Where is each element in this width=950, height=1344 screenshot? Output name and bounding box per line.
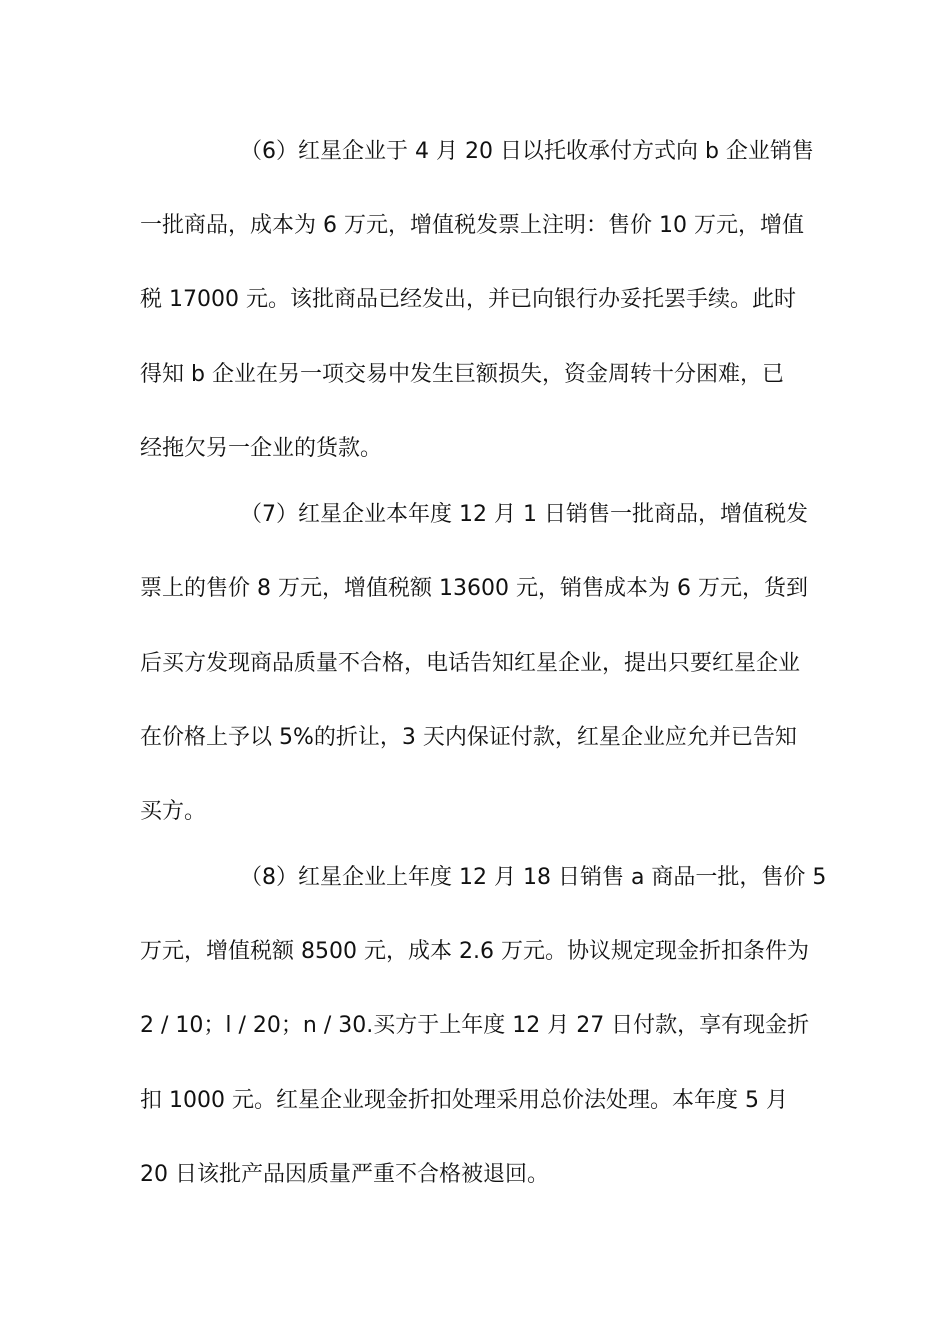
paragraph-line: 经拖欠另一企业的货款。 xyxy=(140,436,383,461)
paragraph-line: 得知 b 企业在另一项交易中发生巨额损失，资金周转十分困难，已 xyxy=(140,362,784,387)
paragraph-line: 扣 1000 元。红星企业现金折扣处理采用总价法处理。本年度 5 月 xyxy=(140,1088,788,1113)
paragraph-line: 买方。 xyxy=(140,799,207,824)
paragraph-line: 一批商品，成本为 6 万元，增值税发票上注明：售价 10 万元，增值 xyxy=(140,213,804,238)
paragraph-line: （6）红星企业于 4 月 20 日以托收承付方式向 b 企业销售 xyxy=(240,139,814,164)
paragraph-line: 2 / 10；l / 20；n / 30.买方于上年度 12 月 27 日付款，享有现金折 xyxy=(140,1013,810,1038)
paragraph-line: 税 17000 元。该批商品已经发出，并已向银行办妥托罢手续。此时 xyxy=(140,287,796,312)
paragraph-line: 20 日该批产品因质量严重不合格被退回。 xyxy=(140,1162,549,1187)
paragraph-line: 万元，增值税额 8500 元，成本 2.6 万元。协议规定现金折扣条件为 xyxy=(140,939,809,964)
paragraph-line: 后买方发现商品质量不合格，电话告知红星企业，提出只要红星企业 xyxy=(140,651,801,676)
paragraph-line: 票上的售价 8 万元，增值税额 13600 元，销售成本为 6 万元，货到 xyxy=(140,576,808,601)
paragraph-line: 在价格上予以 5%的折让，3 天内保证付款，红星企业应允并已告知 xyxy=(140,725,797,750)
paragraph-line: （7）红星企业本年度 12 月 1 日销售一批商品，增值税发 xyxy=(240,502,808,527)
paragraph-line: （8）红星企业上年度 12 月 18 日销售 a 商品一批，售价 5 xyxy=(240,865,827,890)
